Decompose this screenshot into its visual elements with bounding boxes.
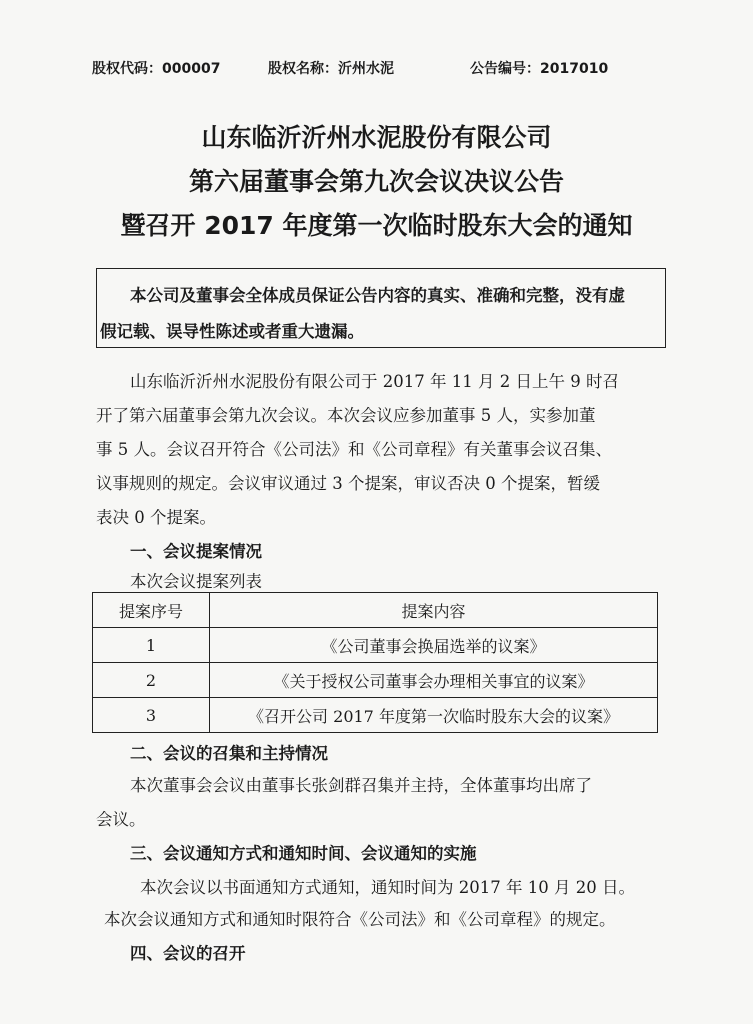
intro-line: 事 5 人。会议召开符合《公司法》和《公司章程》有关董事会议召集、 — [96, 440, 612, 459]
section2-line1: 本次董事会会议由董事长张剑群召集并主持，全体董事均出席了 — [130, 776, 592, 795]
proposal-number: 1 — [93, 628, 210, 663]
section-heading-notice-method: 三、会议通知方式和通知时间、会议通知的实施 — [130, 844, 477, 863]
title-meeting-notice: 暨召开 2017 年度第一次临时股东大会的通知 — [120, 211, 633, 240]
table-row — [93, 698, 658, 733]
stock-code: 股权代码：000007 — [92, 61, 221, 77]
table-header-row — [93, 593, 658, 628]
proposals-table — [92, 592, 658, 733]
proposal-content: 《公司董事会换届选举的议案》 — [210, 628, 658, 663]
proposal-content: 《关于授权公司董事会办理相关事宜的议案》 — [210, 663, 658, 698]
proposal-content: 《召开公司 2017 年度第一次临时股东大会的议案》 — [210, 698, 658, 733]
section-heading-proposals: 一、会议提案情况 — [130, 542, 262, 561]
proposal-number: 2 — [93, 663, 210, 698]
title-company: 山东临沂沂州水泥股份有限公司 — [201, 123, 552, 152]
table-row — [93, 628, 658, 663]
table-row — [93, 663, 658, 698]
table-caption: 本次会议提案列表 — [130, 572, 262, 591]
intro-line: 开了第六届董事会第九次会议。本次会议应参加董事 5 人，实参加董 — [96, 406, 596, 425]
column-header-content: 提案内容 — [210, 593, 658, 628]
guarantee-text-line1: 本公司及董事会全体成员保证公告内容的真实、准确和完整，没有虚 — [130, 286, 625, 305]
section-heading-convening: 二、会议的召集和主持情况 — [130, 744, 328, 763]
intro-line: 表决 0 个提案。 — [96, 508, 216, 527]
column-header-number: 提案序号 — [93, 593, 210, 628]
intro-line: 山东临沂沂州水泥股份有限公司于 2017 年 11 月 2 日上午 9 时召 — [130, 372, 619, 391]
title-resolution: 第六届董事会第九次会议决议公告 — [188, 167, 564, 196]
section3-line1: 本次会议以书面通知方式通知，通知时间为 2017 年 10 月 20 日。 — [140, 878, 635, 897]
guarantee-text-line2: 假记载、误导性陈述或者重大遗漏。 — [100, 322, 364, 341]
announcement-number: 公告编号：2017010 — [470, 61, 609, 77]
intro-line: 议事规则的规定。会议审议通过 3 个提案，审议否决 0 个提案，暂缓 — [96, 474, 600, 493]
stock-name: 股权名称：沂州水泥 — [268, 61, 394, 77]
section3-line2: 本次会议通知方式和通知时限符合《公司法》和《公司章程》的规定。 — [104, 910, 616, 929]
section2-line2: 会议。 — [96, 810, 146, 829]
section-heading-meeting: 四、会议的召开 — [130, 944, 246, 963]
proposal-number: 3 — [93, 698, 210, 733]
